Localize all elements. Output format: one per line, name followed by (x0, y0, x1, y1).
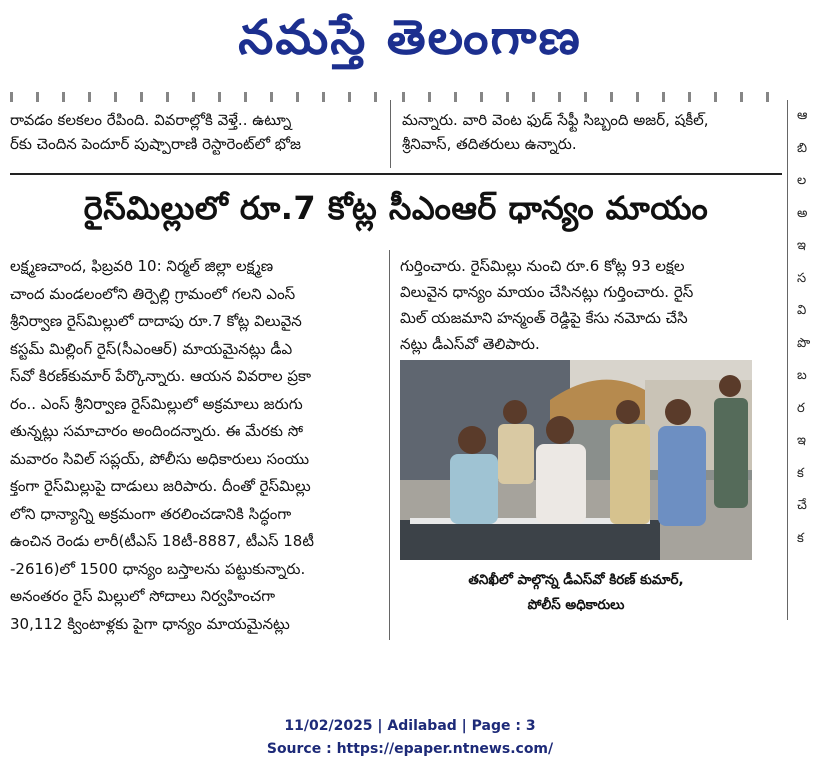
text-line: స్‌వో కిరణ్‌కుమార్ పేర్కొన్నారు. ఆయన వివరాల ప్రకా (10, 367, 312, 385)
column-divider (787, 100, 788, 620)
text-line: కస్టమ్ మిల్లింగ్ రైస్(సీఎంఆర్) మాయమైనట్లు డీఎ (10, 339, 293, 358)
clipped-glyph: ఆ (797, 108, 808, 123)
footer-date-edition: 11/02/2025 | Adilabad | Page : 3 (284, 718, 536, 734)
text-line: శ్రీనివాస్, తదితరులు ఉన్నారు. (402, 135, 577, 153)
text-line: లక్ష్మణచాంద, ఫిబ్రవరి 10: నిర్మల్ జిల్లా లక్ష్మణ (10, 257, 274, 275)
clipped-glyph: బ (797, 368, 807, 383)
adjacent-column-fragment (797, 100, 820, 600)
clipped-glyph: స (797, 270, 807, 286)
text-line: మిల్ యజమాని హన్మంత్ రెడ్డిపై కేసు నమోదు చేసి (400, 309, 688, 327)
clipped-glyph: క (797, 465, 804, 481)
clipped-glyph: ఇ (797, 433, 806, 448)
text-line: ర్‌కు చెందిన పెందూర్ పుష్పారాణి రెస్టారెంట్‌లో భోజ (10, 135, 302, 153)
clipped-glyph: ఇ (797, 238, 806, 253)
clipped-glyph: క (797, 530, 804, 546)
clipped-glyph: ల (797, 173, 807, 188)
text-line: మవారం సివిల్ సప్లయ్, పోలీసు అధికారులు సంయు (10, 449, 310, 468)
caption-line: పోలీస్ అధికారులు (527, 597, 625, 613)
clipped-glyph: బి (797, 140, 808, 156)
text-line: లోని ధాన్యాన్ని అక్రమంగా తరలించడానికి సిద్ధంగా (10, 504, 292, 523)
clipped-glyph: చే (797, 498, 807, 513)
photo-caption (400, 568, 752, 618)
text-line: శ్రీనిర్వాణ రైస్‌మిల్లులో దాదాపు రూ.7 కోట్ల విలువైన (10, 312, 302, 330)
text-line: 30,112 క్వింటాళ్లకు పైగా ధాన్యం మాయమైనట్లు (10, 614, 290, 633)
text-line: మన్నారు. వారి వెంట ఫుడ్ సేఫ్టీ సిబ్బంది అజర్, షకీల్, (402, 111, 709, 129)
section-rule (10, 173, 782, 175)
text-line: రావడం కలకలం రేపింది. వివరాల్లోకి వెళ్తే.. ఉట్నూ (10, 111, 292, 129)
inspection-scene-photo (400, 360, 752, 560)
masthead (0, 0, 820, 92)
text-line: క్తంగా రైస్‌మిల్లుపై దాడులు జరిపారు. దీంతో రైస్‌మిల్లు (10, 477, 311, 495)
article-body-right (400, 253, 773, 357)
newspaper-logo-title: నమస్తే తెలంగాణ (238, 9, 582, 65)
article-body-left (10, 253, 372, 638)
column-divider (390, 100, 391, 168)
footer-source-link[interactable]: Source : https://epaper.ntnews.com/ (266, 741, 554, 757)
news-photo (400, 360, 752, 560)
clipped-text-edge (402, 92, 772, 102)
text-line: నట్లు డీఎస్‌వో తెలిపారు. (400, 335, 540, 353)
clipped-glyph: వి (797, 303, 807, 318)
clipped-glyph: పొ (797, 335, 811, 351)
text-line: ఉంచిన రెండు లారీ(టీఎస్ 18టీ-8887, టీఎస్ 18టీ (10, 532, 314, 550)
clipped-glyph: ర (797, 400, 805, 416)
column-divider (389, 250, 390, 640)
article-headline: రైస్‌మిల్లులో రూ.7 కోట్ల సీఎంఆర్ ధాన్యం మాయం (83, 189, 709, 227)
text-line: విలువైన ధాన్యం మాయం చేసినట్లు గుర్తించారు. రైస్ (400, 283, 694, 301)
previous-article-tail-right (402, 108, 772, 156)
clipped-glyph: అ (797, 205, 808, 221)
text-line: -2616)లో 1500 ధాన్యం బస్తాలను పట్టుకున్నారు. (10, 559, 306, 578)
text-line: అనంతరం రైస్ మిల్లులో సోదాలు నిర్వహించగా (10, 587, 276, 605)
caption-line: తనిఖీలో పాల్గొన్న డీఎస్‌వో కిరణ్ కుమార్, (468, 572, 684, 588)
previous-article-tail-left (10, 108, 380, 156)
clipped-text-edge (10, 92, 380, 102)
text-line: తున్నట్లు సమాచారం అందిందన్నారు. ఈ మేరకు సో (10, 422, 304, 440)
text-line: గుర్తించారు. రైస్‌మిల్లు నుంచి రూ.6 కోట్ల 93 లక్షల (400, 257, 685, 275)
text-line: రం.. ఎంస్ శ్రీనిర్వాణ రైస్‌మిల్లులో అక్రమాలు జరుగు (10, 394, 303, 413)
text-line: చాంద మండలంలోని తిర్పెల్లి గ్రామంలో గలని ఎంస్ (10, 284, 296, 303)
